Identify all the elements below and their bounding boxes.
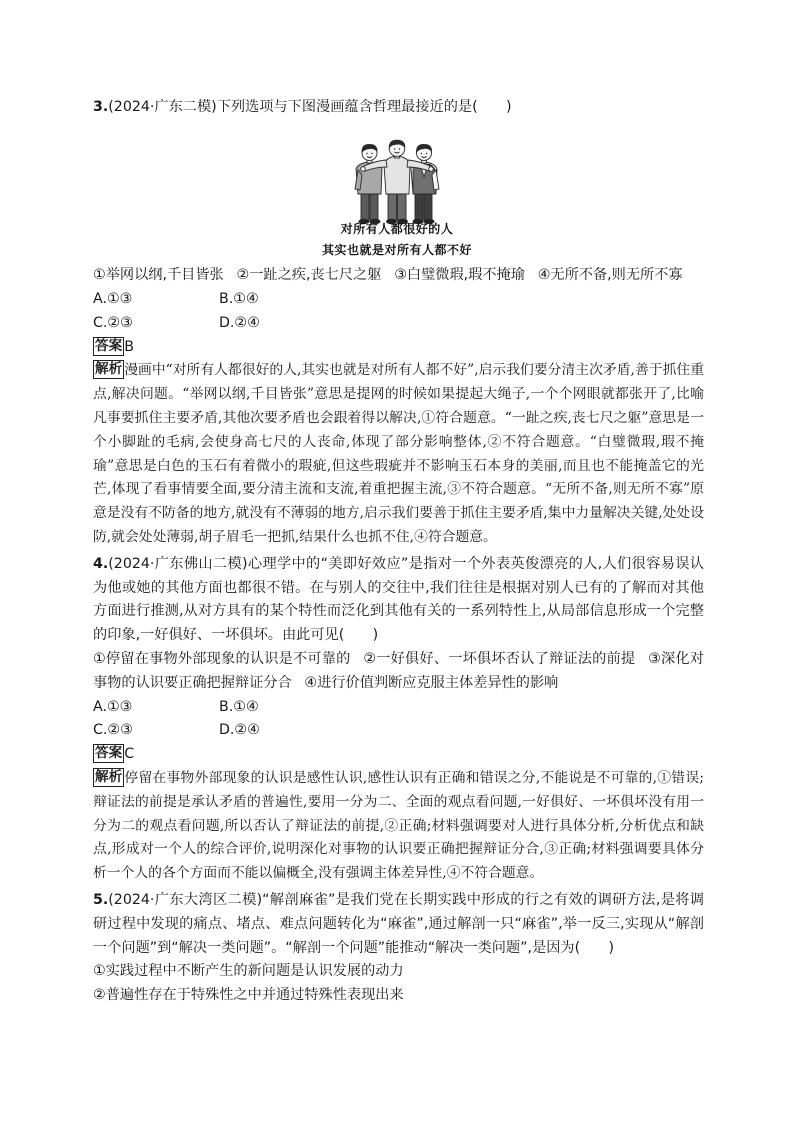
choice-b: B.①④: [219, 698, 259, 715]
cartoon-caption-line-1: 对所有人都很好的人: [340, 221, 454, 236]
choice-d: D.②④: [219, 722, 260, 739]
question-3: [93, 96, 704, 550]
answer-label: 答案: [95, 337, 123, 354]
analysis-label: 解析: [95, 361, 123, 378]
cartoon-man-left: [355, 144, 382, 223]
statement-4: ④无所不备,则无所不寡: [537, 267, 683, 284]
statement-2: ②一好俱好、一坏俱坏否认了辩证法的前提: [363, 651, 636, 668]
cartoon-caption-line-2: 其实也就是对所有人都不好: [321, 242, 472, 257]
three-men-cartoon-icon: [351, 139, 443, 225]
question-text: “解剖麻雀”是我们党在长期实践中形成的行之有效的调研方法,是将调研过程中发现的痛点、堵点、难点问题转化为“麻雀”,通过解剖一只“麻雀”,举一反三,实现从“解剖一个问题”到“解决一类问题”。“解剖一个问题”能推动“解决一类问题”,是因为( ): [93, 892, 704, 956]
question-stem: [93, 889, 704, 960]
choice-a: A.①③: [93, 698, 133, 715]
question-source: (2024·广东二模): [108, 99, 217, 115]
question-text: 下列选项与下图漫画蕴含哲理最接近的是( ): [216, 99, 512, 115]
statement-3: ③白璧微瑕,瑕不掩瑜: [394, 267, 525, 284]
answer-value: C: [124, 746, 135, 763]
statement-2: ②一趾之疾,丧七尺之躯: [236, 267, 382, 284]
choice-list: [93, 288, 704, 336]
question-source: (2024·广东大湾区二模): [108, 892, 263, 909]
choice-d: D.②④: [219, 314, 260, 331]
choice-list: [93, 696, 704, 744]
choice-c: C.②③: [93, 314, 133, 331]
choice-c: C.②③: [93, 722, 133, 739]
analysis-text: 停留在事物外部现象的认识是感性认识,感性认识有正确和错误之分,不能说是不可靠的,①错误;辩证法的前提是承认矛盾的普遍性,要用一分为二、全面的观点看问题,一好俱好、一坏俱坏没有用一分为二的观点看问题,所以否认了辩证法的前提,②正确;材料强调要对人进行具体分析,分析优点和缺点,形成对一个人的综合评价,说明深化对事物的认识要正确把握辩证分合,③正确;材料强调要具体分析一个人的各个方面而不能以偏概全,没有强调主体差异性,④不符合题意。: [93, 770, 704, 882]
answer-value: B: [124, 338, 134, 355]
analysis-label: 解析: [95, 769, 123, 786]
cartoon-man-right: [411, 144, 439, 223]
statement-3: ③深化对事物的认识要正确把握辩证分合: [93, 651, 704, 691]
analysis: [93, 359, 704, 549]
answer-label: 答案: [95, 745, 123, 762]
question-text: 心理学中的“美即好效应”是指对一个外表英俊漂亮的人,人们很容易误认为他或她的其他方面也都很不错。在与别人的交往中,我们往往是根据对别人已有的了解而对其他方面进行推测,从对方具有的某个特性而泛化到其他有关的一系列特性上,从局部信息形成一个完整的印象,一好俱好、一坏俱坏。由此可见( ): [93, 555, 704, 644]
question-number: 5.: [93, 892, 109, 909]
choice-b: B.①④: [219, 291, 259, 308]
answer-row: [93, 743, 704, 767]
choice-a: A.①③: [93, 291, 133, 308]
question-number: 4.: [93, 555, 109, 572]
question-stem: [93, 96, 704, 120]
question-stem: [93, 553, 704, 648]
statement-2: ②普遍性存在于特殊性之中并通过特殊性表现出来: [93, 987, 404, 1004]
question-4: [93, 553, 704, 886]
question-5: [93, 889, 704, 1008]
statement-1: ①举网以纲,千目皆张: [93, 267, 224, 284]
answer-row: [93, 336, 704, 360]
analysis: [93, 767, 704, 886]
statement-list: [93, 264, 704, 288]
question-list: [93, 96, 704, 1008]
analysis-text: 漫画中“对所有人都很好的人,其实也就是对所有人都不好”,启示我们要分清主次矛盾,善于抓住重点,解决问题。“举网以纲,千目皆张”意思是提网的时候如果提起大绳子,一个个网眼就都张开了,比喻凡事要抓住主要矛盾,其他次要矛盾也会跟着得以解决,①符合题意。“一趾之疾,丧七尺之躯”意思是一个小脚趾的毛病,会使身高七尺的人丧命,体现了部分影响整体,②不符合题意。“白璧微瑕,瑕不掩瑜”意思是白色的玉石有着微小的瑕疵,但这些瑕疵并不影响玉石本身的美丽,而且也不能掩盖它的光芒,体现了看事情要全面,要分清主流和支流,着重把握主流,③不符合题意。“无所不备,则无所不寡”原意是没有不防备的地方,就没有不薄弱的地方,启示我们要善于抓住主要矛盾,集中力量解决关键,处处设防,就会处处薄弱,胡子眉毛一把抓,结果什么也抓不住,④符合题意。: [93, 362, 704, 546]
statement-list: [93, 648, 704, 696]
statement-1: ①实践过程中不断产生的新问题是认识发展的动力: [93, 963, 404, 980]
statement-list: [93, 960, 704, 1008]
cartoon-figure: [93, 120, 704, 265]
statement-4: ④进行价值判断应克服主体差异性的影响: [304, 674, 559, 691]
question-source: (2024·广东佛山二模): [108, 555, 248, 572]
statement-1: ①停留在事物外部现象的认识是不可靠的: [93, 651, 351, 668]
question-number: 3.: [93, 99, 109, 115]
